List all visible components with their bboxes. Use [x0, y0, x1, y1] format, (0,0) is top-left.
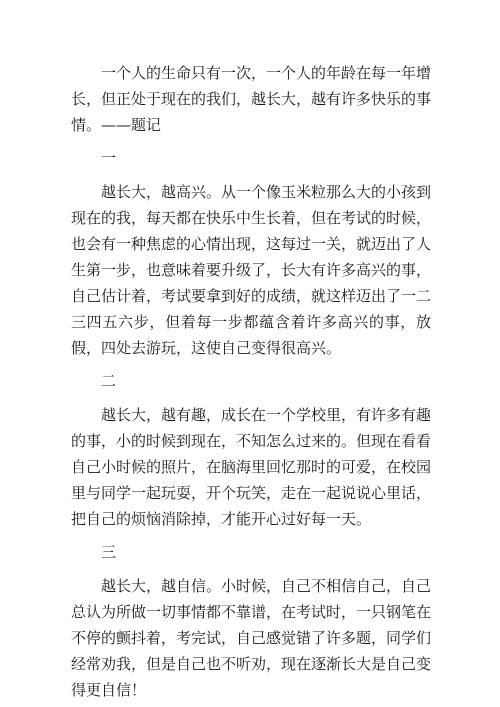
document-body [71, 60, 431, 703]
spacer [71, 565, 431, 573]
spacer [71, 394, 431, 402]
section-heading-3: 三 [101, 543, 117, 561]
section-paragraph-1: 越长大，越高兴。从一个像玉米粒那么大的小孩到现在的我，每天都在快乐中生长着，但在考试的时候，也会有一种焦虑的心情出现，这每过一关，就迈出了人生第一步，也意味着要升级了，长大有许多高兴的事，自己估计着，考试要拿到好的成绩，就这样迈出了一二三四五六步，但着每一步都蕴含着许多高兴的事，放假，四处去游玩，这使自己变得很高兴。 [71, 183, 432, 357]
epigraph: 一个人的生命只有一次，一个人的年龄在每一年增长，但正处于现在的我们，越长大，越有许多快乐的事情。——题记 [71, 64, 432, 134]
section-paragraph-3: 越长大，越自信。小时候，自己不相信自己，自己总认为所做一切事情都不靠谱，在考试时，一只钢笔在不停的颤抖着，考完试，自己感觉错了许多题，同学们经常劝我，但是自己也不听劝，现在逐渐长大是自己变得更自信！ [71, 577, 432, 699]
section-heading-1: 一 [101, 149, 117, 167]
spacer [71, 171, 431, 179]
section-paragraph-2: 越长大，越有趣，成长在一个学校里，有许多有趣的事，小的时候到现在，不知怎么过来的。但现在看看自己小时候的照片，在脑海里回忆那时的可爱，在校园里与同学一起玩耍，开个玩笑，走在一起说说心里话，把自己的烦恼消除掉，才能开心过好每一天。 [71, 406, 432, 528]
section-heading-2: 二 [101, 372, 117, 390]
